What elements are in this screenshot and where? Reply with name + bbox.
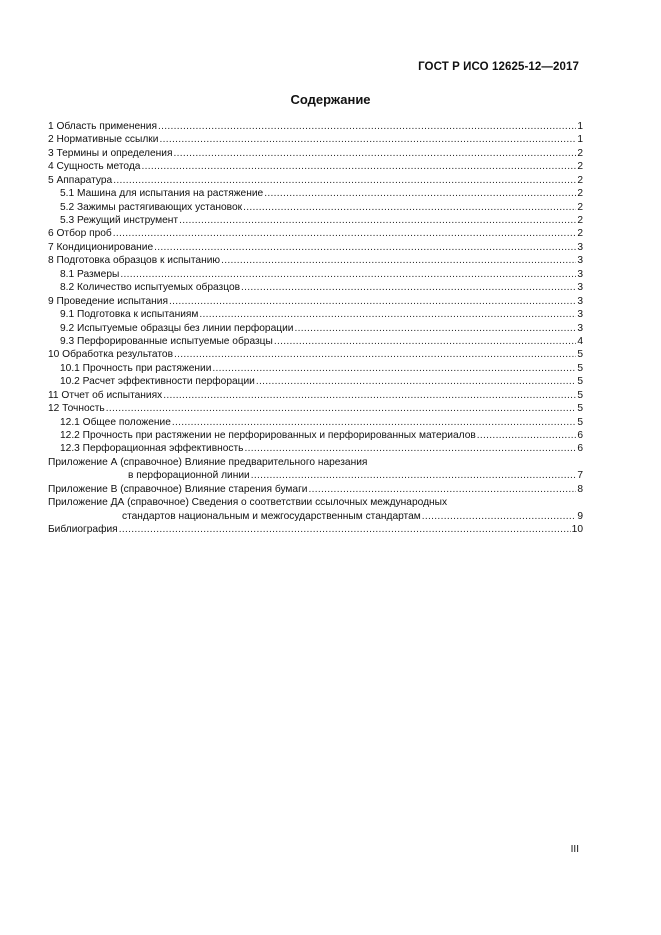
toc-entry-procedure[interactable] xyxy=(48,295,583,308)
toc-entry-label: Библиография xyxy=(48,524,118,536)
toc-leader xyxy=(141,160,576,173)
toc-leader xyxy=(174,348,576,361)
toc-leader xyxy=(243,201,576,214)
toc-page-number: 1 xyxy=(577,134,583,146)
toc-leader xyxy=(212,362,576,375)
toc-entry-specimen-preparation[interactable] xyxy=(48,254,583,267)
toc-leader xyxy=(154,241,576,254)
toc-entry-test-report[interactable] xyxy=(48,389,583,402)
toc-entry-tensile-strength-materials[interactable] xyxy=(48,429,583,442)
toc-page-number: 2 xyxy=(577,201,583,213)
toc-entry-label: 10 Обработка результатов xyxy=(48,349,173,361)
toc-entry-label: 5.1 Машина для испытания на растяжение xyxy=(60,188,264,200)
toc-leader xyxy=(172,416,576,429)
toc-leader xyxy=(251,469,577,482)
toc-page-number: 1 xyxy=(577,120,583,132)
toc-entry-label: 11 Отчет об испытаниях xyxy=(48,389,163,401)
toc-page-number: 5 xyxy=(577,389,583,401)
toc-entry-label: 9 Проведение испытания xyxy=(48,295,168,307)
toc-entry-label: 4 Сущность метода xyxy=(48,161,141,173)
toc-leader xyxy=(294,322,576,335)
toc-page-number: 3 xyxy=(577,268,583,280)
toc-leader xyxy=(113,227,577,240)
toc-entry-general[interactable] xyxy=(48,416,583,429)
toc-entry-label: 5.3 Режущий инструмент xyxy=(60,215,179,227)
toc-entry-bibliography[interactable] xyxy=(48,523,583,536)
toc-leader xyxy=(274,335,576,348)
toc-page-number: 9 xyxy=(577,510,583,522)
toc-entry-principle[interactable] xyxy=(48,160,583,173)
document-header: ГОСТ Р ИСО 12625-12—2017 xyxy=(418,61,579,73)
toc-leader xyxy=(244,442,576,455)
toc-page-number: 5 xyxy=(577,403,583,415)
toc-page-number: 10 xyxy=(571,524,583,536)
toc-page-number: 2 xyxy=(577,228,583,240)
toc-entry-perforation-efficiency-calc[interactable] xyxy=(48,375,583,388)
toc-entry-terms[interactable] xyxy=(48,147,583,160)
toc-entry-tensile-machine[interactable] xyxy=(48,187,583,200)
toc-entry-label: Приложение А (справочное) Влияние предварительного нарезания xyxy=(48,456,368,468)
toc-leader xyxy=(422,510,577,523)
toc-entry-label: 8 Подготовка образцов к испытанию xyxy=(48,255,221,267)
toc-leader xyxy=(256,375,576,388)
toc-page-number: 6 xyxy=(577,443,583,455)
toc-page-number: 2 xyxy=(577,188,583,200)
toc-entry-number-of-specimens[interactable] xyxy=(48,281,583,294)
toc-entry-perforation-efficiency[interactable] xyxy=(48,443,583,456)
toc-page-number: 3 xyxy=(577,322,583,334)
toc-entry-label: 3 Термины и определения xyxy=(48,147,173,159)
toc-entry-label: 12.2 Прочность при растяжении не перфорированных и перфорированных материалов xyxy=(60,430,476,442)
toc-entry-non-perforated-specimens[interactable] xyxy=(48,322,583,335)
toc-leader xyxy=(241,281,576,294)
toc-entry-apparatus[interactable] xyxy=(48,174,583,187)
toc-page-number: 3 xyxy=(577,255,583,267)
toc-entry-label: в перфорационной линии xyxy=(128,470,250,482)
toc-leader xyxy=(309,483,577,496)
toc-page-number: 3 xyxy=(577,309,583,321)
toc-page-number: 8 xyxy=(577,483,583,495)
toc-entry-cutting-tool[interactable] xyxy=(48,214,583,227)
toc-page-number: 7 xyxy=(577,470,583,482)
toc-entry-label: 9.3 Перфорированные испытуемые образцы xyxy=(60,335,273,347)
toc-page-number: 6 xyxy=(577,430,583,442)
toc-leader xyxy=(159,133,576,146)
toc-entry-results[interactable] xyxy=(48,348,583,361)
page-number-footer: III xyxy=(570,844,579,855)
toc-entry-clamps[interactable] xyxy=(48,201,583,214)
toc-leader xyxy=(264,187,576,200)
toc-page-number: 2 xyxy=(577,215,583,227)
toc-entry-dimensions[interactable] xyxy=(48,268,583,281)
toc-entry-label: 12.3 Перфорационная эффективность xyxy=(60,443,244,455)
toc-page-number: 3 xyxy=(577,241,583,253)
toc-entry-normative-references[interactable] xyxy=(48,133,583,146)
toc-entry-label: стандартов национальным и межгосударственным стандартам xyxy=(122,510,421,522)
toc-entry-label: 9.1 Подготовка к испытаниям xyxy=(60,309,199,321)
toc-page-number: 5 xyxy=(577,376,583,388)
toc-leader xyxy=(106,402,577,415)
toc-entry-conditioning[interactable] xyxy=(48,241,583,254)
toc-entry-label: 8.2 Количество испытуемых образцов xyxy=(60,282,241,294)
toc-entry-tensile-strength[interactable] xyxy=(48,362,583,375)
toc-page-number: 2 xyxy=(577,161,583,173)
toc-entry-label: 1 Область применения xyxy=(48,120,157,132)
toc-entry-label: 12 Точность xyxy=(48,403,105,415)
toc-leader xyxy=(119,523,571,536)
toc-entry-annex-da-line2[interactable] xyxy=(48,510,583,523)
toc-entry-annex-a-line2[interactable] xyxy=(48,469,583,482)
toc-entry-label: 2 Нормативные ссылки xyxy=(48,134,159,146)
toc-entry-annex-b[interactable] xyxy=(48,483,583,496)
toc-page-number: 5 xyxy=(577,416,583,428)
toc-entry-precision[interactable] xyxy=(48,402,583,415)
toc-entry-label: 5.2 Зажимы растягивающих установок xyxy=(60,201,243,213)
toc-leader xyxy=(179,214,576,227)
toc-page-number: 2 xyxy=(577,147,583,159)
toc-page-number: 3 xyxy=(577,282,583,294)
toc-leader xyxy=(169,295,576,308)
toc-entry-label: 12.1 Общее положение xyxy=(60,416,171,428)
toc-leader xyxy=(173,147,576,160)
toc-leader xyxy=(199,308,576,321)
toc-leader xyxy=(163,389,576,402)
toc-entry-label: 10.1 Прочность при растяжении xyxy=(60,362,212,374)
toc-entry-test-preparation[interactable] xyxy=(48,308,583,321)
toc-leader xyxy=(477,429,577,442)
page-title: Содержание xyxy=(290,92,371,107)
toc-entry-annex-da-line1[interactable] xyxy=(48,496,583,509)
toc-page-number: 4 xyxy=(577,335,583,347)
toc-leader xyxy=(120,268,576,281)
toc-entry-annex-a-line1[interactable] xyxy=(48,456,583,469)
toc-page-number: 5 xyxy=(577,362,583,374)
toc-leader xyxy=(113,174,576,187)
toc-entry-label: 7 Кондиционирование xyxy=(48,241,154,253)
toc-entry-sampling[interactable] xyxy=(48,228,583,241)
toc-entry-perforated-specimens[interactable] xyxy=(48,335,583,348)
toc-entry-label: 9.2 Испытуемые образцы без линии перфорации xyxy=(60,322,294,334)
toc-page-number: 5 xyxy=(577,349,583,361)
toc-entry-label: 8.1 Размеры xyxy=(60,268,120,280)
toc-leader xyxy=(221,254,576,267)
toc-entry-label: 10.2 Расчет эффективности перфорации xyxy=(60,376,255,388)
toc-entry-label: 5 Аппаратура xyxy=(48,174,113,186)
toc-entry-scope[interactable] xyxy=(48,120,583,133)
toc-entry-label: 6 Отбор проб xyxy=(48,228,112,240)
toc-entry-label: Приложение В (справочное) Влияние старения бумаги xyxy=(48,483,308,495)
toc-entry-label: Приложение ДА (справочное) Сведения о соответствии ссылочных международных xyxy=(48,497,448,509)
toc-page-number: 2 xyxy=(577,174,583,186)
toc-leader xyxy=(158,120,576,133)
toc-page-number: 3 xyxy=(577,295,583,307)
table-of-contents xyxy=(48,120,583,537)
